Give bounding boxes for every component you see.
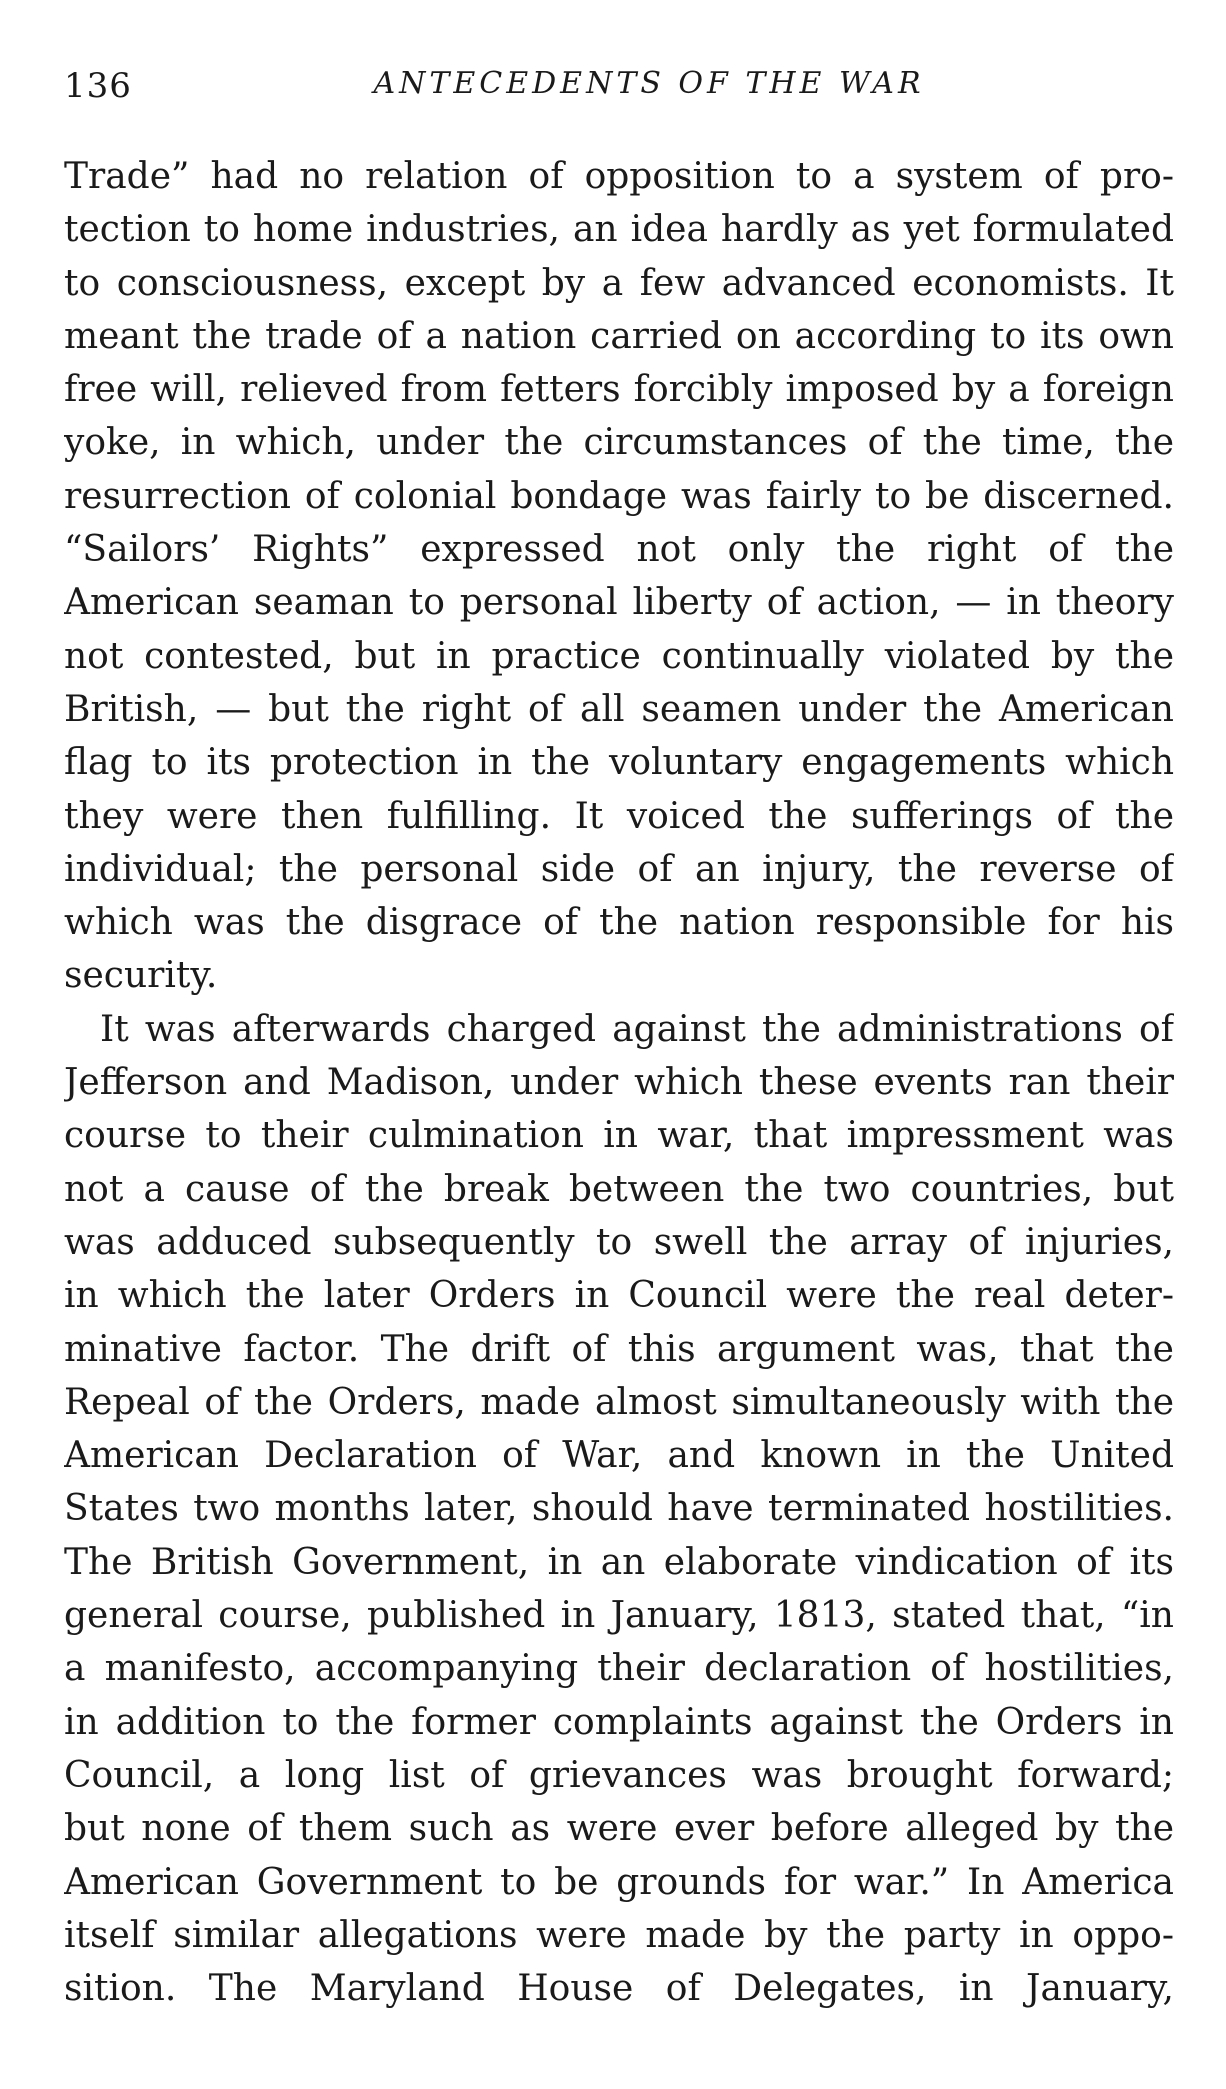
page-number: 136	[64, 66, 132, 106]
text-line: they were then fulfilling. It voiced the sufferings of the	[64, 795, 1174, 837]
text-line: which was the disgrace of the nation responsible for his	[64, 902, 1174, 944]
running-title: ANTECEDENTS OF THE WAR	[373, 66, 925, 101]
text-line: meant the trade of a nation carried on according to its own	[64, 315, 1174, 357]
text-line: yoke, in which, under the circumstances of the time, the	[64, 422, 1174, 464]
text-line: free will, relieved from fetters forcibly imposed by a foreign	[64, 369, 1174, 411]
text-line: individual; the personal side of an injury, the reverse of	[64, 848, 1174, 890]
text-line: British, — but the right of all seamen under the American	[64, 688, 1174, 730]
text-line: American Declaration of War, and known in the United	[64, 1435, 1174, 1477]
text-line: tection to home industries, an idea hardly as yet formulated	[64, 209, 1174, 251]
text-line: Jefferson and Madison, under which these events ran their	[64, 1062, 1174, 1104]
text-line: not a cause of the break between the two countries, but	[64, 1168, 1174, 1210]
text-line: not contested, but in practice continually violated by the	[64, 635, 1174, 677]
text-line: in which the later Orders in Council were the real deter-	[64, 1275, 1174, 1317]
paragraph-start-line: It was afterwards charged against the administrations of	[100, 1008, 1174, 1050]
text-line: States two months later, should have terminated hostilities.	[64, 1488, 1174, 1530]
text-line: American seaman to personal liberty of action, — in theory	[64, 582, 1174, 624]
text-line: a manifesto, accompanying their declaration of hostilities,	[64, 1648, 1174, 1690]
running-head	[64, 66, 1174, 106]
text-line: in addition to the former complaints against the Orders in	[64, 1701, 1174, 1743]
text-line: course to their culmination in war, that impressment was	[64, 1115, 1174, 1157]
text-line: resurrection of colonial bondage was fairly to be discerned.	[64, 475, 1174, 517]
text-line: to consciousness, except by a few advanced economists. It	[64, 262, 1174, 304]
text-line: minative factor. The drift of this argument was, that the	[64, 1328, 1174, 1370]
text-line: Trade” had no relation of opposition to a system of pro-	[64, 156, 1174, 197]
text-line: Repeal of the Orders, made almost simultaneously with the	[64, 1381, 1174, 1423]
text-line: Council, a long list of grievances was brought forward;	[64, 1754, 1174, 1796]
text-line: but none of them such as were ever before alleged by the	[64, 1808, 1174, 1850]
text-line: “Sailors’ Rights” expressed not only the right of the	[64, 529, 1174, 571]
text-line: itself similar allegations were made by the party in oppo-	[64, 1914, 1174, 1956]
text-line: security.	[64, 955, 218, 997]
text-line: The British Government, in an elaborate vindication of its	[64, 1541, 1174, 1583]
body-text	[64, 150, 1174, 2015]
text-line: American Government to be grounds for war.” In America	[64, 1861, 1174, 1903]
text-line: flag to its protection in the voluntary engagements which	[64, 742, 1174, 784]
text-line: sition. The Maryland House of Delegates, in January,	[64, 1968, 1174, 2010]
text-line: general course, published in January, 1813, stated that, “in	[64, 1595, 1174, 1637]
text-line: was adduced subsequently to swell the array of injuries,	[64, 1221, 1174, 1263]
